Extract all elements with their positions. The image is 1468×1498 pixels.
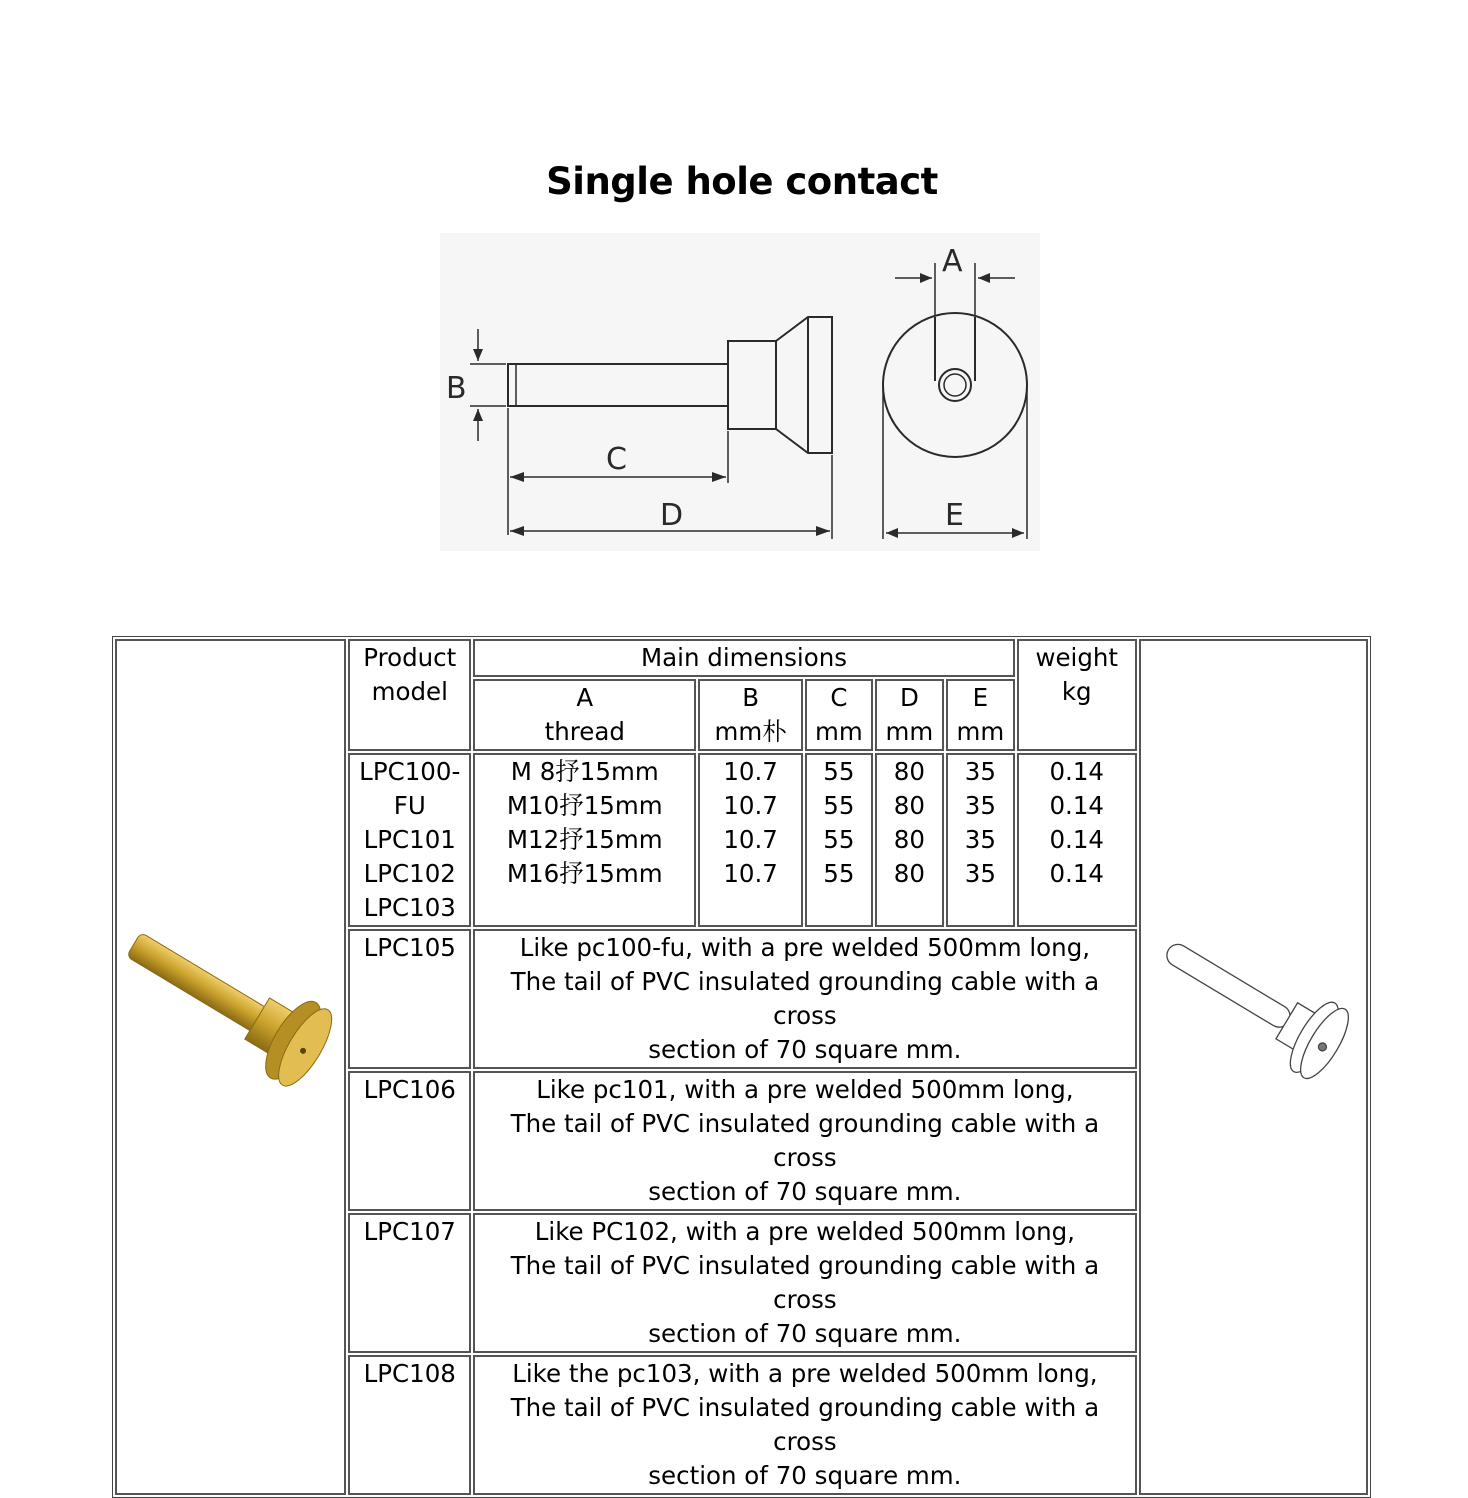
product-model-header: Product model — [348, 639, 471, 751]
c-value-cell: 55 55 55 55 — [805, 753, 873, 927]
label-d: D — [660, 498, 684, 533]
e-value-cell: 35 35 35 35 — [946, 753, 1015, 927]
variant-description: Like pc100-fu, with a pre welded 500mm long, The tail of PVC insulated grounding cable with a cross section of 70 square mm. — [473, 929, 1136, 1069]
variant-model: LPC106 — [348, 1071, 471, 1211]
head-outline — [776, 317, 832, 453]
column-d-header: D mm — [875, 679, 944, 751]
spec-table — [112, 636, 1371, 1498]
variant-description: Like pc101, with a pre welded 500mm long, The tail of PVC insulated grounding cable with a cross section of 70 square mm. — [473, 1071, 1136, 1211]
label-c: C — [606, 442, 627, 477]
label-e: E — [945, 498, 964, 533]
d-value-cell: 80 80 80 80 — [875, 753, 944, 927]
contact-line-drawing — [1141, 911, 1367, 1111]
model-group-cell: LPC100- FU LPC101 LPC102 LPC103 — [348, 753, 471, 927]
column-c-header: C mm — [805, 679, 873, 751]
brass-contact-photo — [117, 911, 343, 1111]
page-title: Single hole contact — [546, 160, 938, 203]
b-value-cell: 10.7 10.7 10.7 10.7 — [698, 753, 803, 927]
end-view-circle — [883, 313, 1027, 457]
variant-model: LPC105 — [348, 929, 471, 1069]
variant-description: Like the pc103, with a pre welded 500mm long, The tail of PVC insulated grounding cable with a cross section of 70 square mm. — [473, 1355, 1136, 1495]
label-b: B — [446, 371, 467, 406]
brass-contact-photo-cell — [115, 639, 346, 1495]
label-a: A — [942, 244, 963, 279]
column-e-header: E mm — [946, 679, 1015, 751]
weight-value-cell: 0.14 0.14 0.14 0.14 — [1017, 753, 1137, 927]
column-b-header: B mm朴 — [698, 679, 803, 751]
collar-outline — [728, 341, 776, 429]
contact-dimension-diagram — [440, 233, 1040, 551]
variant-model: LPC108 — [348, 1355, 471, 1495]
dimension-drawing — [440, 233, 1040, 551]
main-dimensions-header: Main dimensions — [473, 639, 1015, 677]
thread-cell: M 8抒15mm M10抒15mm M12抒15mm M16抒15mm — [473, 753, 696, 927]
shaft-outline — [508, 364, 728, 406]
variant-description: Like PC102, with a pre welded 500mm long, The tail of PVC insulated grounding cable with a cross section of 70 square mm. — [473, 1213, 1136, 1353]
line-drawing-photo-cell — [1139, 639, 1368, 1495]
weight-header: weight kg — [1017, 639, 1137, 751]
variant-model: LPC107 — [348, 1213, 471, 1353]
column-a-header: A thread — [473, 679, 696, 751]
